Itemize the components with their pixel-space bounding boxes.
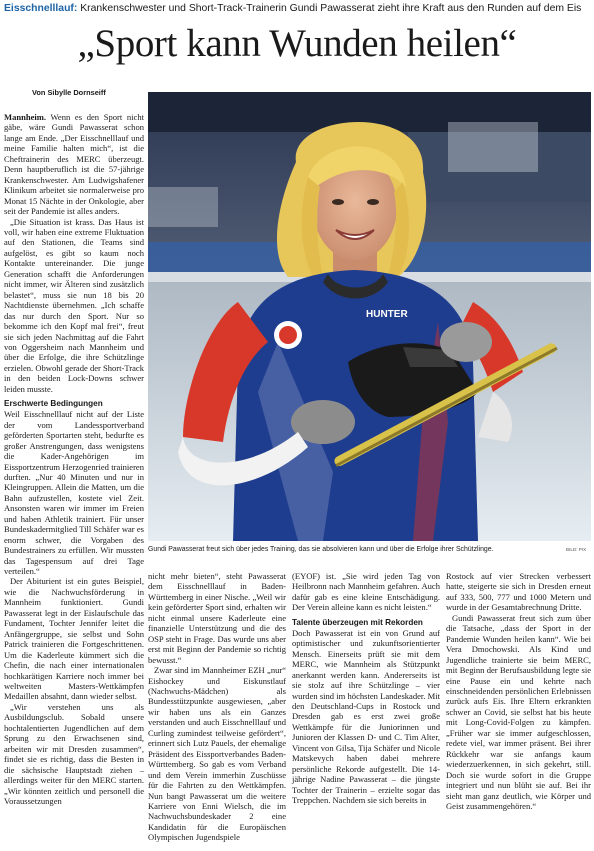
byline: Von Sibylle Dornseiff [32, 88, 106, 97]
paragraph: Zwar sind im Mannheimer EZH „nur“ Eishockey und Eiskunstlauf (Nachwuchs-Mädchen) als Bundesstützpunkte ausgewiesen, „aber wir haben uns als ein Ganzes verstanden und auch Eisschnelllauf und Curling zumindest teilweise gefördert“, erinnert sich Lutz Pauels, der ehemalige Präsident des Eissportverbandes Baden-Württemberg. So gab es vom Verband und dem Verein immerhin Zuschüsse für die Fahrten zu den Wettkämpfen. Nun bangt Pawasserat um die weitere Karriere von Enni Wielsch, die im Nachwuchsbundeskader 2 eine Kandidatin für die Europäischen Olympischen Jugendspiele [148, 665, 286, 843]
paragraph: „Wir verstehen uns als Ausbildungsclub. Sobald unsere hochtalentierten Jugendlichen auf dem Sprung zu den Erwachsenen sind, arbeiten wir mit Dresden zusammen“, findet sie es richtig, dass die Besten in die sächsische Hauptstadt ziehen – allerdings weiter für den MERC starten. „Wir könnten zeitlich und personell die Voraussetzungen [4, 701, 144, 806]
photo-credit: BILD: PIX [566, 547, 587, 552]
kicker-section: Eisschnelllauf: [4, 3, 78, 14]
paragraph: (EYOF) ist. „Sie wird jeden Tag von Heilbronn nach Mannheim gefahren. Auch dafür gab es eine kleine Entschädigung. Der Verein alleine kann es nicht leisten.“ [292, 571, 440, 613]
photo-caption: Gundi Pawasserat freut sich über jedes Training, das sie absolvieren kann und über die Erfolge ihrer Schützlinge. [148, 546, 494, 553]
paragraph: Der Abiturient ist ein gutes Beispiel, wie die Nachwuchsförderung in Mannheim funktioniert. Gundi Pawasserat legt in der Eislaufschule das Fundament, Tochter Jennifer leitet die Anfängergruppe, sie selbst und Sohn Patrick trainieren die Fortgeschrittenen. Um die Kaderleute kümmert sich die Chefin, die nach einer internationalen hochkarätigen Karriere noch immer bei weltweiten Masters-Wettkämpfen Medaillen absahnt, dann wieder selbst. [4, 576, 144, 702]
subheading: Talente überzeugen mit Rekorden [292, 617, 423, 627]
jersey-text: HUNTER [366, 309, 408, 320]
photo-illustration [148, 92, 591, 541]
paragraph: Rostock auf vier Strecken verbessert hatte, steigerte sie sich in Dresden erneut auf 333, 500, 777 und 1000 Metern und wurde in der Gesamtabrechnung Dritte. [446, 571, 591, 613]
kicker [4, 2, 590, 15]
article-photo [148, 92, 591, 541]
paragraph: Gundi Pawasserat freut sich zum über die Tatsache, „dass der Sport in der Pandemie Wunden heilen kann“. Wie bei Vera Dmochowski. Als Kind und Jugendliche trainierte sie beim MERC, mit Beginn der Berufsausbildung legte sie eine Pause ein und kehrte nach einschneidenden persönlichen Erlebnissen zurück aufs Eis. Ihre Eltern erkrankten schwer an Covid, sie selbst hat bis heute mit Long-Covid-Folgen zu kämpfen. „Früher war sie immer aufgeschlossen, redete viel, war immer präsent. Bei ihrer Rückkehr war sie anfangs kaum wiederzuerkennen, in sich gekehrt, still. Doch sie wurde sofort in die Gruppe integriert und nun blüht sie auf. Bei ihr sieht man ganz deutlich, wie Körper und Geist zusammengehören.“ [446, 612, 591, 811]
paragraph: nicht mehr bieten“, steht Pawasserat dem Eisschnelllauf in Baden-Württemberg in einer Nische. „Weil wir kein geförderter Sport sind, erhalten wir nicht einmal unsere Kaderleute eine finanzielle Unterstützung und die des OSP steht in Frage. Das wurde uns aber erst mit Beginn der Pandemie so richtig bewusst.“ [148, 571, 286, 665]
paragraph: Doch Pawasserat ist ein von Grund auf optimistischer und zukunftsorientierter Mensch. Einerseits prüft sie mit dem MERC, wie Mannheim als Stützpunkt anerkannt werden kann. Andererseits ist sie stolz auf ihre Schützlinge – vier wurden sind im höchsten Landeskader. Mit den Deutschland-Cups in Rostock und Dresden gab es erst zwei große Wettkämpfe für die Juniorinnen und Junioren der Klassen D- und C. Tim Alter, Vincent von Gilsa, Tija Schäfer und Nicole Matskevych haben dabei mehrere persönliche Rekorde aufgestellt. Die 14-jährige Nadine Pawasserat – die jüngste Tochter der Trainerin – erzielte sogar das Treppchen. Nachdem sie sich bereits in [292, 627, 440, 806]
kicker-text: Krankenschwester und Short-Track-Trainerin Gundi Pawasserat zieht ihre Kraft aus den Runden auf dem Eis [77, 3, 582, 14]
article-column-2 [148, 571, 286, 843]
article-column-3 [292, 571, 440, 806]
paragraph: Mannheim. Wenn es den Sport nicht gäbe, wäre Gundi Pawasserat schon lange am Ende. „Der Eisschnelllauf und meine Familie halten mich“, ist die Cheftrainerin des MERC überzeugt. Denn hauptberuflich ist die 57-jährige Krankenschwester. Am Ludwigshafener Klinikum arbeitet sie normalerweise pro Monat 15 Nächte in der Onkologie, aber seit der Pandemie ist alles anders. [4, 112, 144, 217]
subheading: Erschwerte Bedingungen [4, 399, 103, 409]
headline: „Sport kann Wunden heilen“ [77, 22, 517, 65]
article-column-1 [4, 112, 144, 806]
paragraph: Weil Eisschnelllauf nicht auf der Liste der vom Landessportverband geförderten Sportarten steht, bedurfte es großer Anstrengungen, dass wenigstens die Kader-Angehörigen im Eissportzentrum Herzogenried trainieren durften. „Nur 40 Minuten und nur in Kleingruppen. Allein die Matten, um die Bahn aufzustellen, kostete viel Zeit. Ansonsten waren wir immer im Freien und haben Athletik trainiert. Für unser Bundeskadermitglied Till Schäfer war es enorm schwer, die Vorgaben des Bundestrainers zu erfüllen. Wir mussten das Tagespensum auf drei Tage verteilen.“ [4, 409, 144, 577]
article-column-4 [446, 571, 591, 811]
paragraph: „Die Situation ist krass. Das Haus ist voll, wir haben eine extreme Fluktuation auf den Stationen, die Teams sind aufgelöst, es gibt so kaum noch Kontakte untereinander. Die junge Generation schafft die Anforderungen nicht immer, wir Älteren sind zusätzlich belastet“, muss sie nun 18 bis 20 Nachtdienste übernehmen. „Ich schaffe das nur durch den Sport. Nur so bekomme ich den Kopf mal frei“, freut sie sich jeden Nachmittag auf die Fahrt von Oggersheim nach Mannheim und über die Erfolge, die ihre Schützlinge erzielen. Obwohl gerade der Short-Track in den beiden Lock-Downs schwer leiden musste. [4, 216, 144, 394]
dateline: Mannheim. [4, 112, 47, 122]
